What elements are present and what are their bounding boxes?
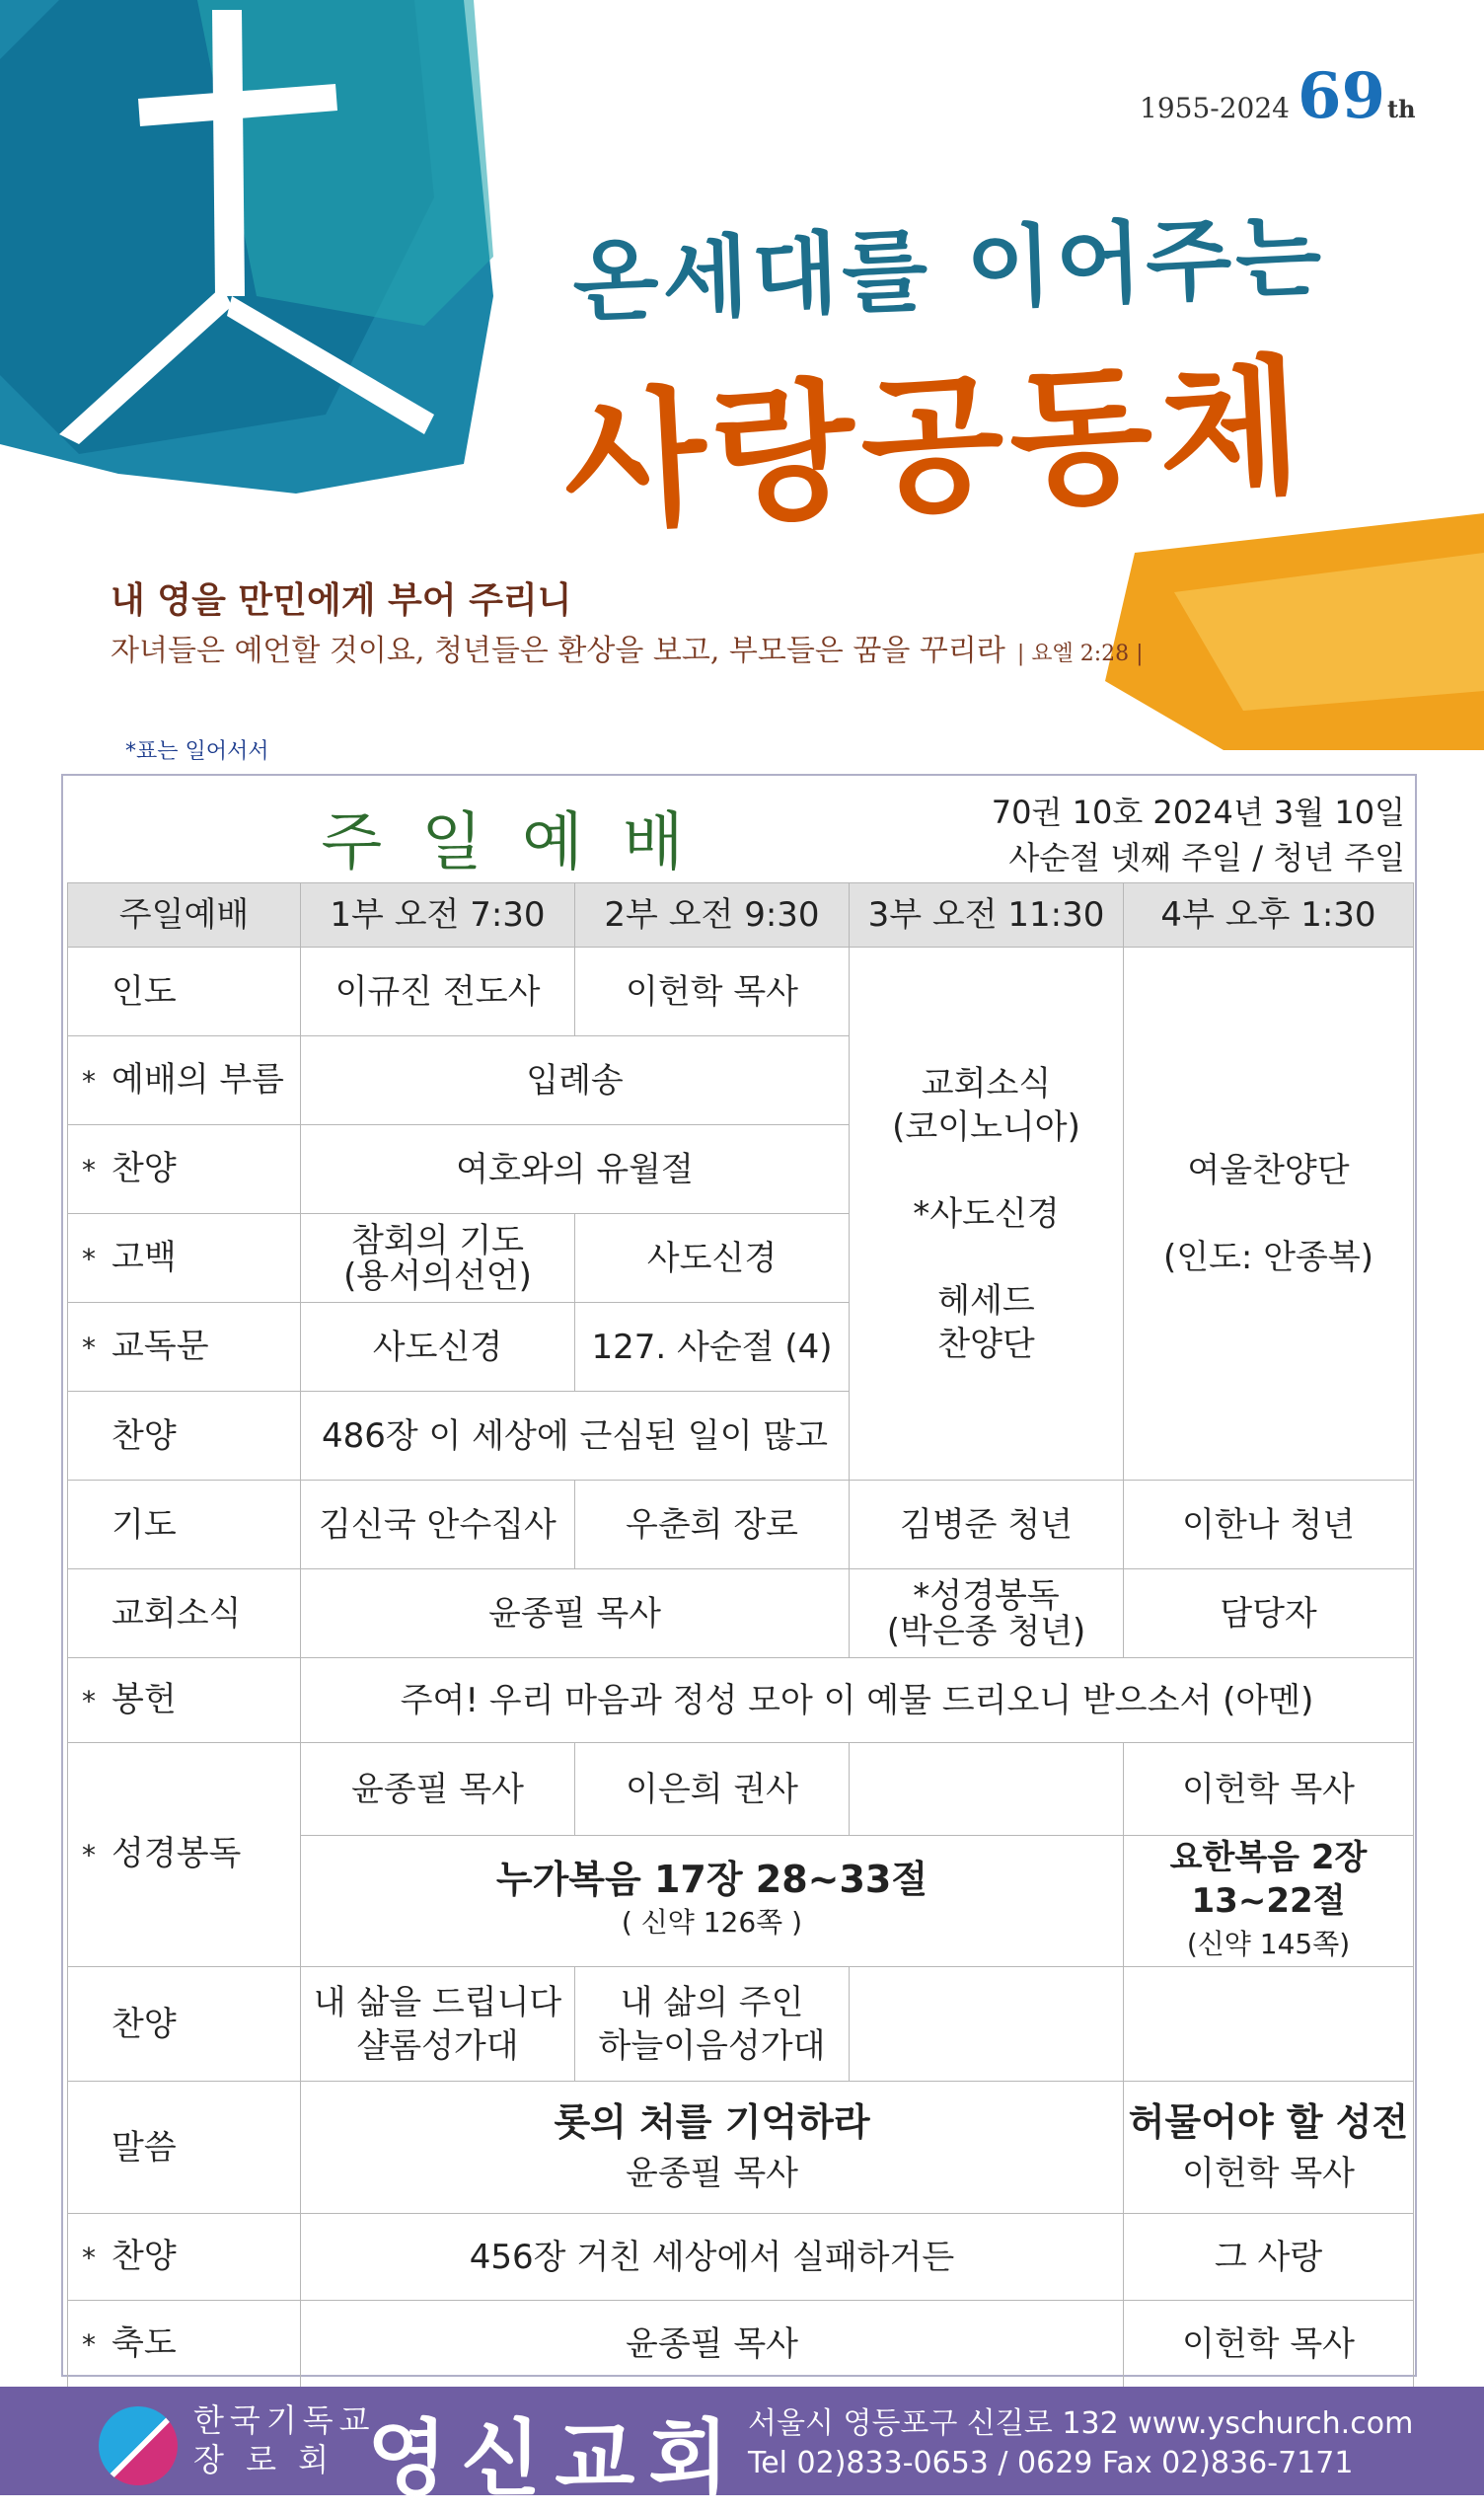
anniversary-badge: [1140, 59, 1416, 133]
column-header: 4부 오후 1:30: [1124, 883, 1414, 948]
address-line: 서울시 영등포구 신길로 132 www.yschurch.com: [748, 2406, 1414, 2441]
table-cell: *성경봉독 (박은종 청년): [850, 1569, 1124, 1658]
footer-bar: [0, 2387, 1484, 2507]
table-cell: 456장 거친 세상에서 실패하거든: [301, 2214, 1124, 2301]
table-row: [68, 2082, 1414, 2214]
motto-text: [111, 626, 1144, 669]
table-cell: 여호와의 유월절: [301, 1125, 850, 1214]
table-cell: 사도신경: [301, 1303, 575, 1392]
row-label: 기도: [68, 1481, 301, 1569]
row-label: 찬양: [68, 1392, 301, 1481]
contact-info: [748, 2404, 1413, 2483]
table-cell: 이헌학 목사: [575, 948, 850, 1036]
motto-verse: 자녀들은 예언할 것이요, 청년들은 환상을 보고, 부모들은 꿈을 꾸리라: [111, 634, 1005, 668]
service4-block: 여울찬양단 (인도: 안종복): [1124, 948, 1414, 1481]
table-cell: [850, 1967, 1124, 2082]
row-label: * 고백: [68, 1214, 301, 1303]
row-label: * 예배의 부름: [68, 1036, 301, 1125]
slogan-line1: 온세대를 이어주는: [570, 203, 1327, 336]
column-header: 1부 오전 7:30: [301, 883, 575, 948]
row-label: 인도: [68, 948, 301, 1036]
table-cell: 이은희 권사: [575, 1743, 850, 1836]
table-cell: [850, 1743, 1124, 1836]
table-cell: [1124, 1967, 1414, 2082]
table-cell: 127. 사순절 (4): [575, 1303, 850, 1392]
column-header: 주일예배: [68, 883, 301, 948]
table-row: [68, 1569, 1414, 1658]
table-cell: 김신국 안수집사: [301, 1481, 575, 1569]
service3-block: 교회소식 (코이노니아) *사도신경 헤세드 찬양단: [850, 948, 1124, 1481]
table-cell: 담당자: [1124, 1569, 1414, 1658]
standing-note: *표는 일어서서: [125, 739, 269, 764]
table-cell: 이헌학 목사: [1124, 1743, 1414, 1836]
slogan-line2: 사랑공동체: [558, 339, 1312, 552]
row-label: * 축도: [68, 2301, 301, 2388]
table-cell: 486장 이 세상에 근심된 일이 많고: [301, 1392, 850, 1481]
anniversary-number: 69: [1297, 59, 1386, 133]
row-label: * 찬양: [68, 1125, 301, 1214]
table-cell: 윤종필 목사: [301, 2301, 1124, 2388]
table-cell: 이헌학 목사: [1124, 2301, 1414, 2388]
liturgical-week: 사순절 넷째 주일 / 청년 주일: [1008, 839, 1405, 876]
table-row: [68, 1658, 1414, 1743]
worship-order-table: [67, 882, 1414, 2388]
table-cell: 입례송: [301, 1036, 850, 1125]
issue-number: 70권 10호 2024년 3월 10일: [991, 794, 1405, 831]
church-logo-icon: [99, 2406, 178, 2485]
church-name: 영신교회: [367, 2410, 743, 2507]
bulletin-title-text: 주일예배: [321, 806, 723, 879]
anniversary-suffix: th: [1387, 95, 1416, 123]
row-label: * 성경봉독: [68, 1743, 301, 1967]
sermon-cell: 롯의 처를 기억하라 윤종필 목사: [301, 2082, 1124, 2214]
denomination: 한국기독교 장 로 회: [193, 2401, 376, 2478]
table-row: [68, 1743, 1414, 1836]
row-label: 교회소식: [68, 1569, 301, 1658]
table-row: [68, 2214, 1414, 2301]
table-header-row: [68, 883, 1414, 948]
table-cell: 주여! 우리 마음과 정성 모아 이 예물 드리오니 받으소서 (아멘): [301, 1658, 1414, 1743]
scripture-passage-s4: 요한복음 2장 13~22절 (신약 145쪽): [1124, 1836, 1414, 1967]
column-header: 3부 오전 11:30: [850, 883, 1124, 948]
table-cell: 사도신경: [575, 1214, 850, 1303]
column-header: 2부 오전 9:30: [575, 883, 850, 948]
motto-reference: | 요엘 2:28 |: [1016, 642, 1144, 666]
table-cell: 우춘희 장로: [575, 1481, 850, 1569]
table-cell: 김병준 청년: [850, 1481, 1124, 1569]
table-row: [68, 1481, 1414, 1569]
motto-title: 내 영을 만민에게 부어 주리니: [111, 580, 572, 621]
table-cell: 참회의 기도 (용서의선언): [301, 1214, 575, 1303]
table-cell: 그 사랑: [1124, 2214, 1414, 2301]
table-row: [68, 2301, 1414, 2388]
scripture-passage: 누가복음 17장 28~33절 ( 신약 126쪽 ): [301, 1836, 1124, 1967]
hero-banner: [0, 0, 1484, 764]
table-cell: 윤종필 목사: [301, 1743, 575, 1836]
issue-info: [992, 790, 1405, 880]
table-cell: 내 삶의 주인 하늘이음성가대: [575, 1967, 850, 2082]
row-label: * 교독문: [68, 1303, 301, 1392]
phone-line: Tel 02)833-0653 / 0629 Fax 02)836-7171: [748, 2446, 1354, 2480]
row-label: 말씀: [68, 2082, 301, 2214]
table-cell: 내 삶을 드립니다 샬롬성가대: [301, 1967, 575, 2082]
worship-order-sheet: [61, 774, 1417, 2377]
sermon-cell-s4: 허물어야 할 성전 이헌학 목사: [1124, 2082, 1414, 2214]
table-cell: 이한나 청년: [1124, 1481, 1414, 1569]
years-range: 1955-2024: [1140, 92, 1290, 124]
row-label: * 찬양: [68, 2214, 301, 2301]
table-row: [68, 1967, 1414, 2082]
row-label: * 봉헌: [68, 1658, 301, 1743]
table-row: [68, 948, 1414, 1036]
row-label: 찬양: [68, 1967, 301, 2082]
table-cell: 이규진 전도사: [301, 948, 575, 1036]
table-cell: 윤종필 목사: [301, 1569, 850, 1658]
